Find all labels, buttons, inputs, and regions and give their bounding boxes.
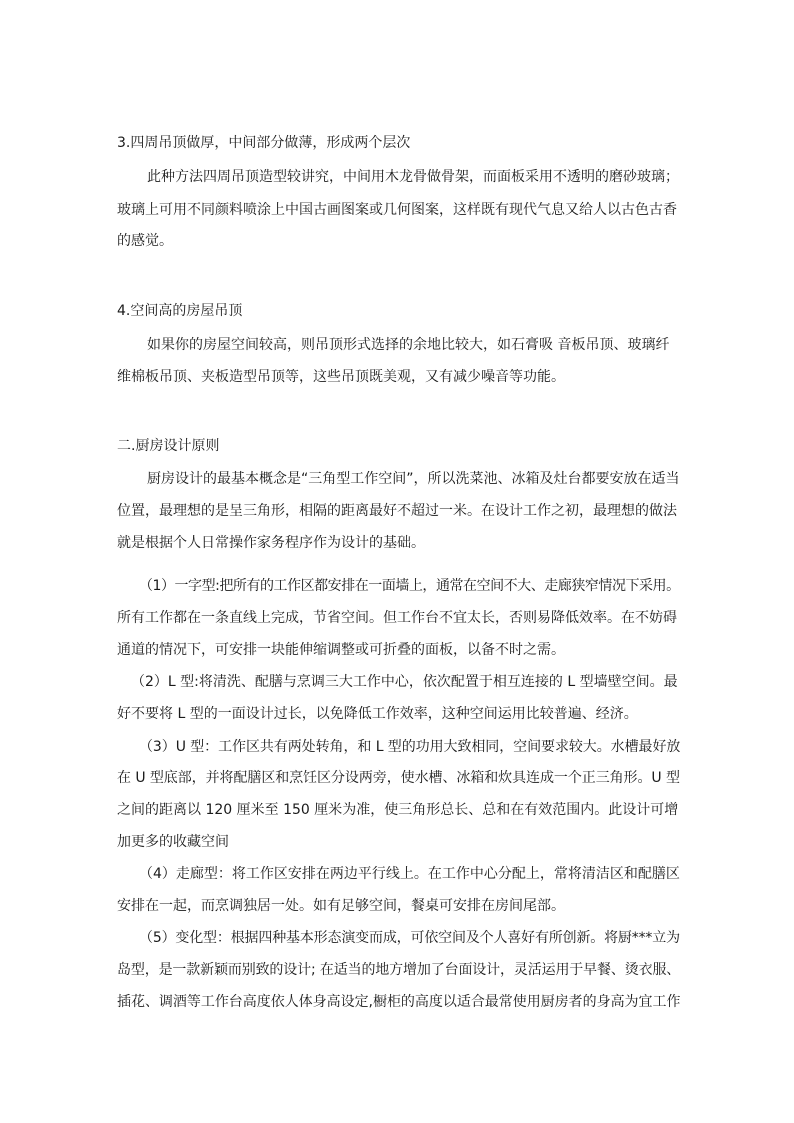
section-heading-3: 3.四周吊顶做厚，中间部分做薄，形成两个层次 [117, 135, 411, 151]
paragraph-line: 厨房设计的最基本概念是“三角型工作空间”，所以洗菜池、冰箱及灶台都要安放在适当 [147, 471, 680, 487]
list-item-line: 好不要将 L 型的一面设计过长，以免降低工作效率，这种空间运用比较普遍、经济。 [117, 706, 638, 722]
list-item-line: 加更多的收藏空间 [117, 834, 229, 850]
paragraph-line: 维棉板吊顶、夹板造型吊顶等，这些吊顶既美观，又有减少噪音等功能。 [117, 369, 565, 385]
list-item-line: （1）一字型:把所有的工作区都安排在一面墙上，通常在空间不大、走廊狭窄情况下采用。 [139, 578, 680, 594]
list-item-line: 岛型，是一款新颖而别致的设计; 在适当的地方增加了台面设计，灵活运用于早餐、烫衣服、 [117, 962, 681, 978]
paragraph-line: 位置，最理想的是呈三角形，相隔的距离最好不超过一米。在设计工作之初，最理想的做法 [117, 503, 677, 519]
list-item-line: （4）走廊型：将工作区安排在两边平行线上。在工作中心分配上，常将清洁区和配膳区 [139, 866, 680, 882]
list-item-line: （5）变化型：根据四种基本形态演变而成，可依空间及个人喜好有所创新。将厨***立为 [139, 930, 680, 946]
list-item-line: 之间的距离以 120 厘米至 150 厘米为准，使三角形总长、总和在有效范围内。此设计可增 [117, 802, 679, 818]
list-item-line: 通道的情况下，可安排一块能伸缩调整或可折叠的面板，以备不时之需。 [117, 642, 565, 658]
list-item-line: 所有工作都在一条直线上完成，节省空间。但工作台不宜太长，否则易降低效率。在不妨碍 [117, 610, 677, 626]
paragraph-line: 此种方法四周吊顶造型较讲究，中间用木龙骨做骨架，而面板采用不透明的磨砂玻璃； [147, 169, 679, 185]
section-heading-4: 4.空间高的房屋吊顶 [117, 303, 243, 319]
list-item-line: 插花、调酒等工作台高度依人体身高设定,橱柜的高度以适合最常使用厨房者的身高为宜工作 [117, 994, 681, 1010]
paragraph-line: 就是根据个人日常操作家务程序作为设计的基础。 [117, 535, 425, 551]
list-item-line: （2）L 型:将清洗、配膳与烹调三大工作中心，依次配置于相互连接的 L 型墙壁空间。最 [131, 674, 678, 690]
list-item-line: 安排在一起，而烹调独居一处。如有足够空间，餐桌可安排在房间尾部。 [117, 898, 565, 914]
list-item-line: 在 U 型底部，并将配膳区和烹饪区分设两旁，使水槽、冰箱和炊具连成一个正三角形。U 型 [117, 770, 680, 786]
list-item-line: （3）U 型：工作区共有两处转角，和 L 型的功用大致相同，空间要求较大。水槽最好放 [139, 739, 681, 755]
section-heading-kitchen: 二.厨房设计原则 [117, 438, 220, 454]
paragraph-line: 如果你的房屋空间较高，则吊顶形式选择的余地比较大，如石膏吸 音板吊顶、玻璃纤 [147, 337, 670, 353]
paragraph-line: 的感觉。 [117, 233, 173, 249]
paragraph-line: 玻璃上可用不同颜料喷涂上中国古画图案或几何图案，这样既有现代气息又给人以古色古香 [117, 202, 677, 218]
